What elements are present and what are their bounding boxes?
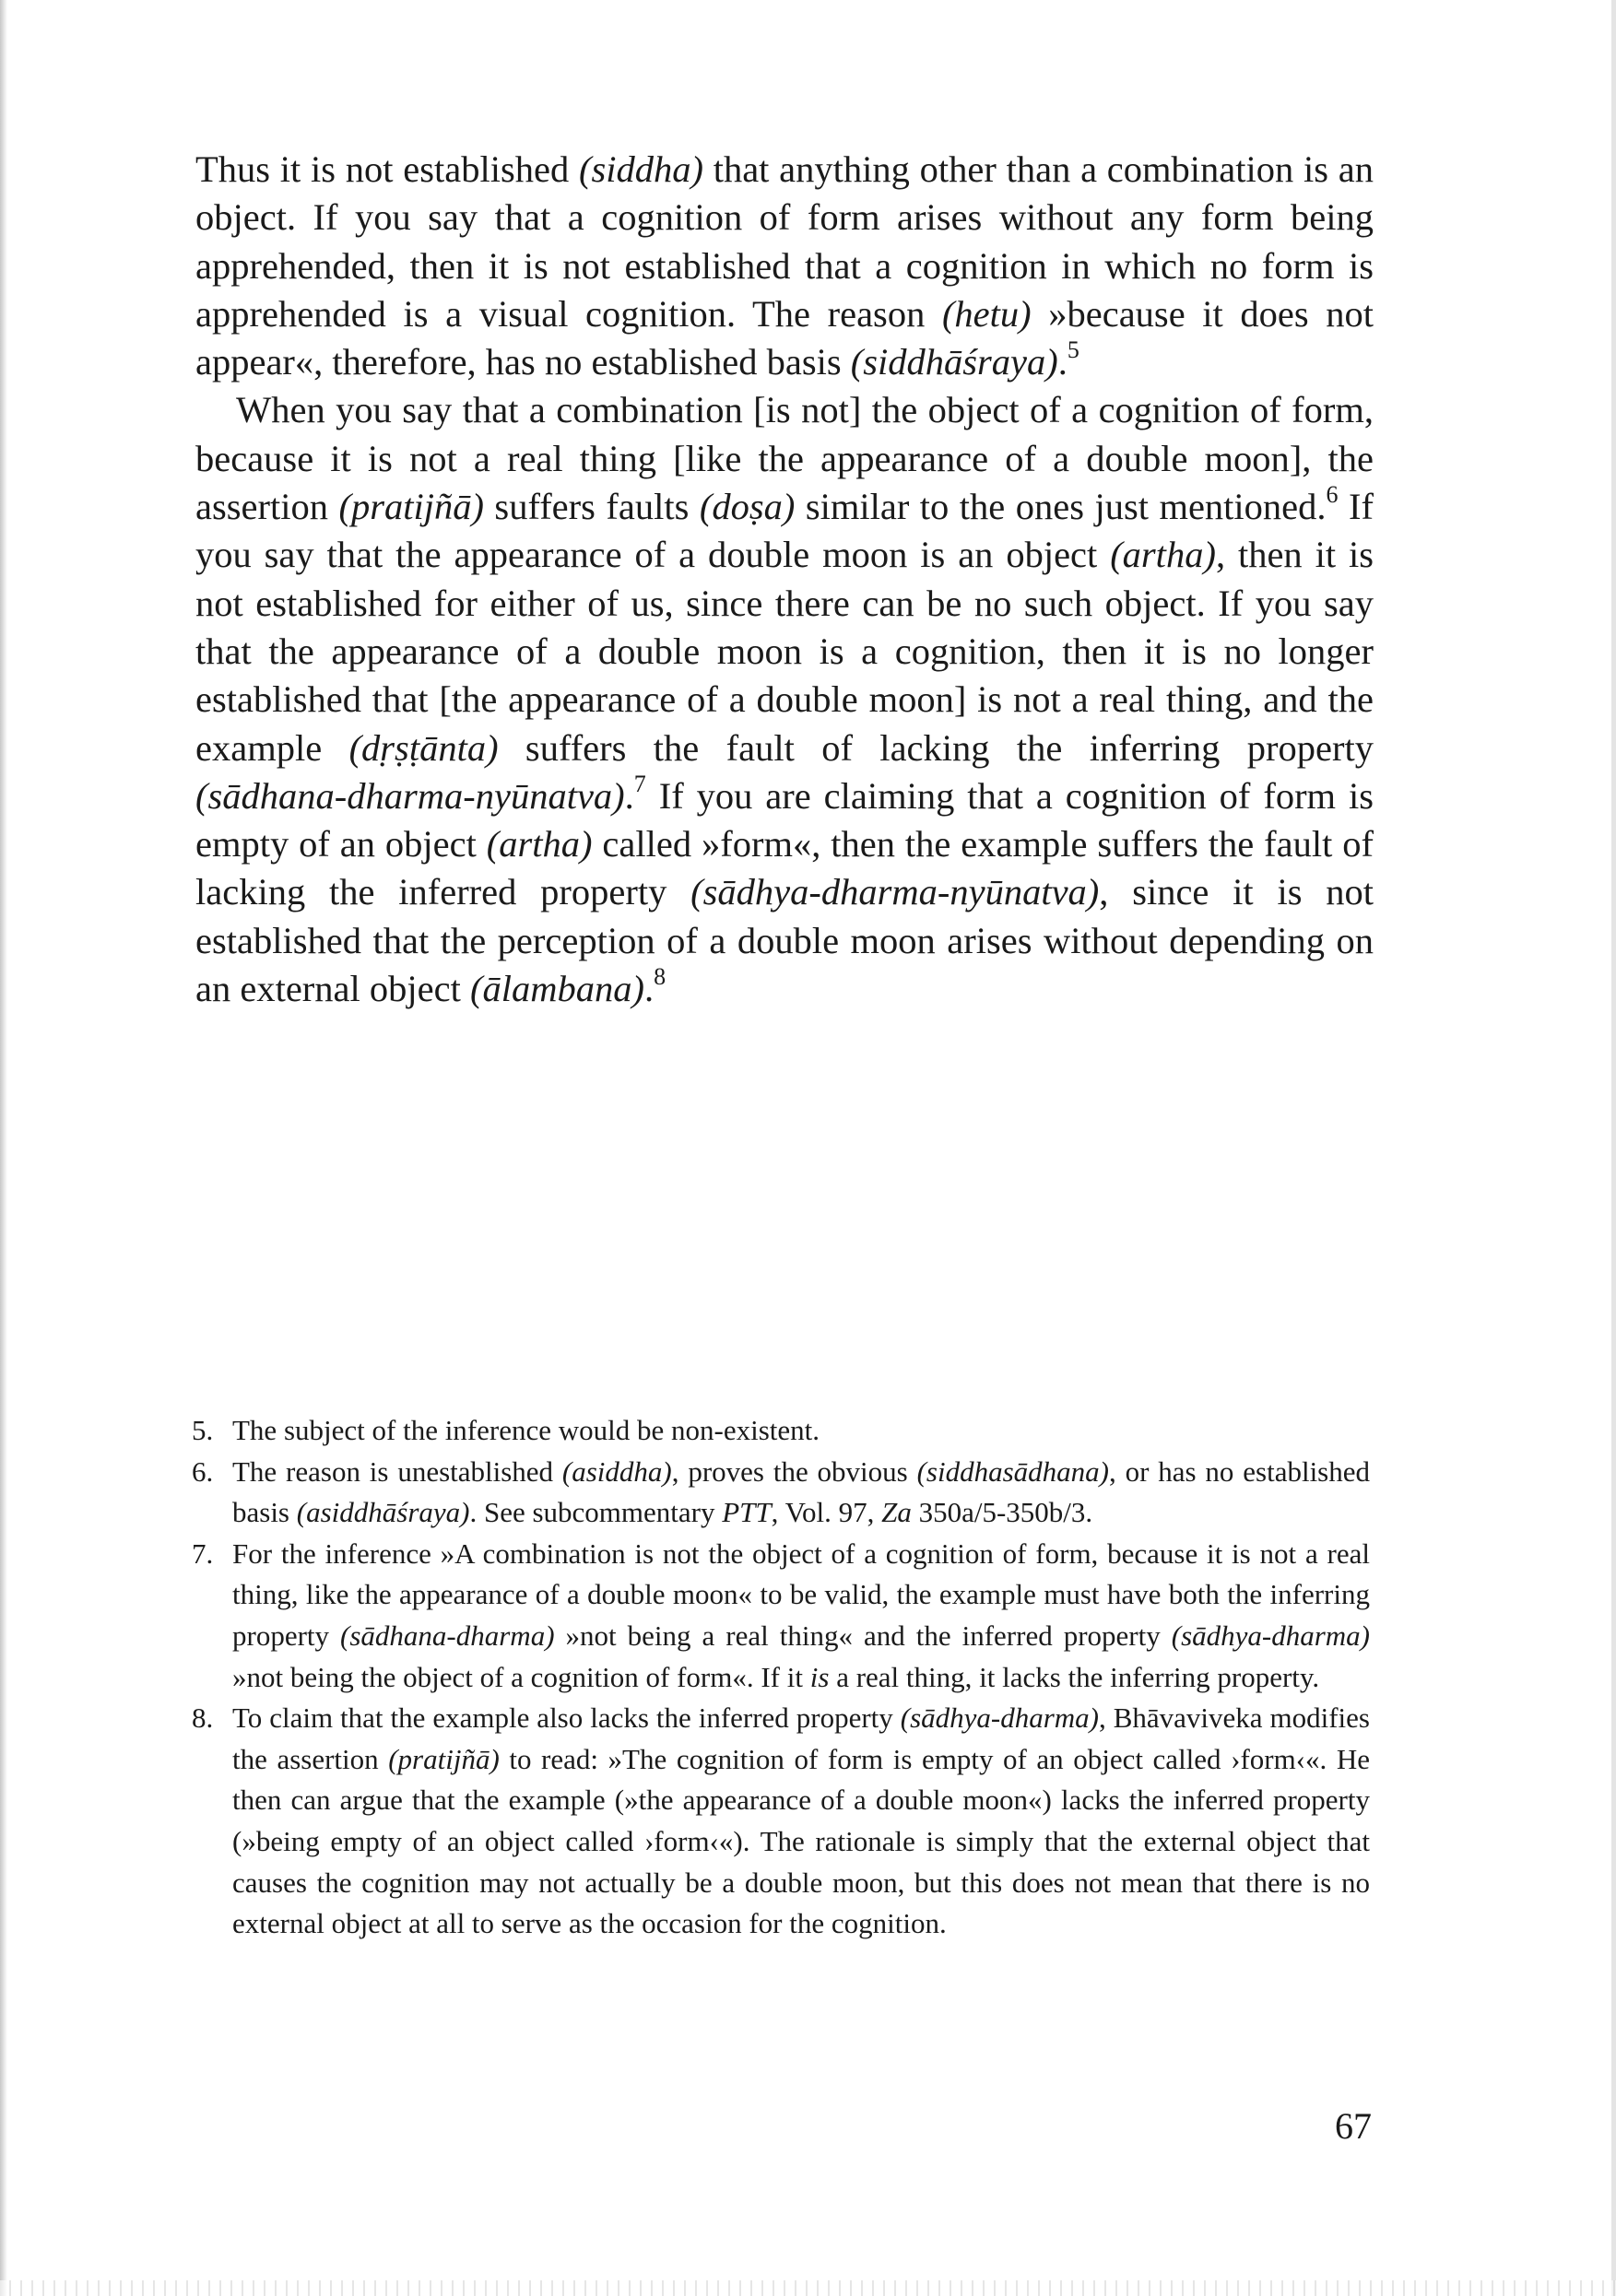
footnote-number: 8.: [192, 1701, 214, 1735]
scan-edge-bottom: [0, 2280, 1616, 2296]
text-run: , Vol. 97,: [771, 1496, 882, 1529]
paragraph-1: [195, 146, 1374, 386]
italic-term: (sādhya-dharma-nyūnatva): [690, 871, 1100, 913]
text-run: When you say that a combination [is not] the object of a cognition of form, because it is not a real thing [like the appearance of a double moon], the assertion: [195, 389, 1374, 528]
text-run: .: [1057, 341, 1068, 383]
text-run: that anything other than a combination is an object. If you say that a cognition of form arises without any form being apprehended, then it is not established that a cognition in which no form is apprehended is a visual cognition. The reason: [195, 148, 1374, 335]
text-run: a real thing, it lacks the inferring property.: [829, 1660, 1320, 1693]
footnote-5: [192, 1410, 1370, 1452]
text-run: called »form«, then the example suffers the fault of lacking the inferred property: [195, 823, 1374, 913]
italic-term: (pratijñā): [388, 1742, 500, 1775]
footnote-ref-7: 7: [633, 770, 646, 797]
italic-term: Za: [881, 1496, 912, 1529]
text-run: If you are claiming that a cognition of form is empty of an object: [195, 774, 1374, 865]
footnote-number: 7.: [192, 1537, 214, 1570]
italic-term: (dṛṣṭānta): [348, 726, 499, 769]
italic-term: (sādhya-dharma): [900, 1701, 1099, 1735]
text-run: to read: »The cognition of form is empty of an object called ›form‹«. He then can argue that the example (»the appearance of a double moon«) lacks the inferred property (»being empty of an object called ›form‹«). The rationale is simply that the external object that causes the cognition may not actually be a double moon, but this does not mean that there is no external object at all to serve as the occasion for the cognition.: [232, 1742, 1370, 1940]
italic-term: (siddhasādhana): [916, 1454, 1109, 1488]
italic-term: (artha): [1110, 534, 1216, 576]
text-run: , proves the obvious: [671, 1454, 917, 1488]
text-run: suffers the fault of lacking the inferring property: [498, 726, 1374, 769]
italic-term: (sādhana-dharma-nyūnatva): [195, 774, 625, 817]
text-run: , or has no established basis: [232, 1454, 1371, 1529]
italic-term: (asiddha): [561, 1454, 672, 1488]
text-run: .: [643, 968, 655, 1010]
text-run: .: [624, 774, 634, 817]
italic-term: (pratijñā): [338, 486, 484, 528]
scan-edge-left: [0, 0, 7, 2296]
text-run: suffers faults: [483, 486, 700, 528]
footnote-ref-8: 8: [654, 963, 666, 991]
text-run: , since it is not established that the perception of a double moon arises without depending on an external object: [195, 871, 1374, 1010]
italic-term: (siddha): [578, 148, 703, 190]
italic-term: is: [809, 1660, 830, 1693]
footnote-number: 5.: [192, 1414, 214, 1446]
scan-edge-right: [1611, 0, 1616, 2296]
page-number: 67: [1335, 2105, 1372, 2147]
italic-term: (asiddhāśraya): [296, 1496, 470, 1529]
footnote-6: [192, 1452, 1370, 1534]
italic-term: (sādhana-dharma): [340, 1619, 555, 1652]
text-run: similar to the ones just mentioned.: [795, 486, 1327, 528]
text-run: . See subcommentary: [469, 1496, 723, 1529]
text-run: To claim that the example also lacks the inferred property: [232, 1701, 901, 1735]
footnote-8: [192, 1698, 1370, 1945]
text-run: For the inference »A combination is not the object of a cognition of form, because it is not a real thing, like the appearance of a double moon« to be valid, the example must have both the inferring property: [232, 1537, 1370, 1652]
footnotes: [192, 1410, 1370, 1945]
footnote-ref-5: 5: [1067, 336, 1079, 364]
text-run: Thus it is not established: [195, 148, 579, 190]
paragraph-2: [195, 386, 1374, 1013]
text-run: 350a/5-350b/3.: [911, 1496, 1093, 1529]
italic-term: PTT: [722, 1496, 772, 1529]
italic-term: (hetu): [941, 292, 1032, 335]
text-run: »not being a real thing« and the inferred property: [554, 1619, 1172, 1652]
text-run: If you say that the appearance of a double moon is an object: [195, 486, 1374, 576]
text-run: »because it does not appear«, therefore, has no established basis: [195, 292, 1374, 383]
text-run: The subject of the inference would be non-existent.: [232, 1414, 820, 1446]
text-run: , Bhāvaviveka modifies the assertion: [232, 1701, 1370, 1775]
footnote-ref-6: 6: [1326, 481, 1339, 509]
italic-term: (sādhya-dharma): [1171, 1619, 1370, 1652]
text-run: »not being the object of a cognition of form«. If it: [232, 1660, 810, 1693]
text-run: The reason is unestablished: [232, 1454, 562, 1488]
footnote-number: 6.: [192, 1454, 214, 1488]
italic-term: (doṣa): [699, 486, 796, 528]
footnote-7: [192, 1534, 1370, 1698]
italic-term: (ālambana): [469, 968, 644, 1010]
main-text: [195, 146, 1374, 1013]
italic-term: (siddhāśraya): [850, 341, 1058, 383]
text-run: , then it is not established for either of us, since there can be no such object. If you say that the appearance of a double moon is a cognition, then it is no longer established that [the appearance of a double moon] is not a real thing, and the example: [195, 534, 1374, 769]
italic-term: (artha): [486, 823, 593, 865]
